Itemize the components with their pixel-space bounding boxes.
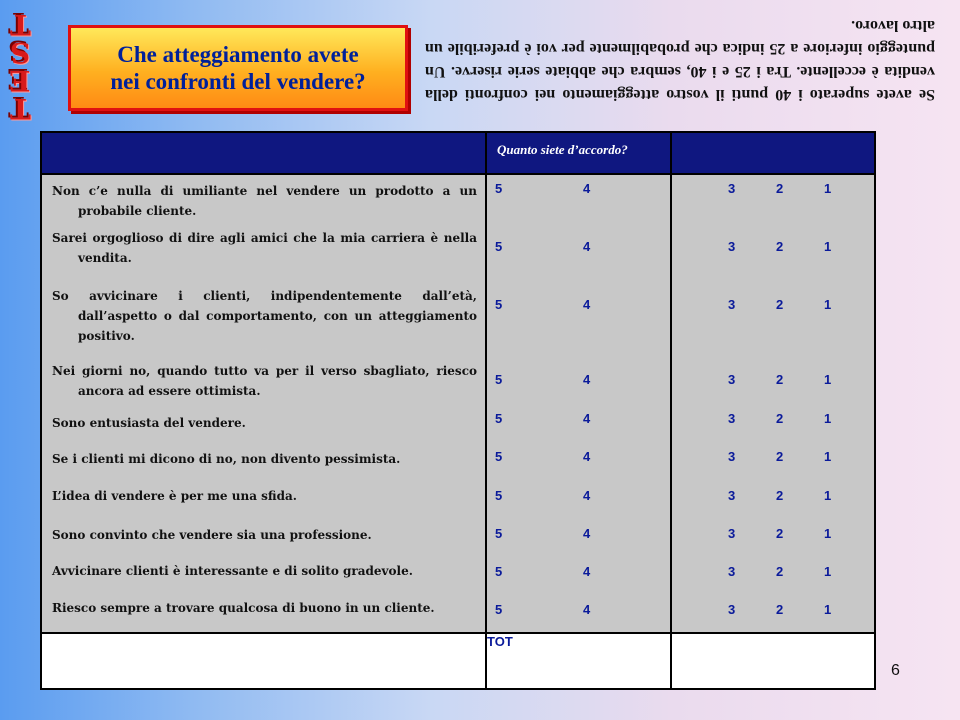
- score-5[interactable]: 5: [495, 526, 503, 541]
- statement-4: Nei giorni no, quando tutto va per il verso sbagliato, riesco ancora ad essere ottimista.: [52, 364, 477, 398]
- side-title-test: [0, 8, 40, 125]
- score-5[interactable]: 5: [495, 239, 503, 254]
- score-4[interactable]: 4: [583, 372, 591, 387]
- score-pair-5-4: [487, 239, 670, 297]
- score-triple-3-2-1: [672, 239, 874, 297]
- score-triple-3-2-1: [672, 488, 874, 526]
- statement-1: Non c’e nulla di umiliante nel vendere un prodotto a un probabile cliente.: [52, 184, 477, 218]
- statement-6: Se i clienti mi dicono di no, non divento pessimista.: [52, 452, 401, 466]
- slide-title-box: [68, 25, 408, 111]
- score-pair-5-4: [487, 372, 670, 411]
- score-pair-5-4: [487, 181, 670, 239]
- side-title-letter: T: [9, 8, 31, 41]
- score-2[interactable]: 2: [776, 564, 784, 579]
- score-1[interactable]: 1: [824, 297, 832, 312]
- score-4[interactable]: 4: [583, 297, 591, 312]
- score-1[interactable]: 1: [824, 449, 832, 464]
- survey-table: [40, 131, 876, 690]
- score-triple-3-2-1: [672, 372, 874, 411]
- score-5[interactable]: 5: [495, 411, 503, 426]
- score-3[interactable]: 3: [728, 602, 736, 617]
- score-triple-3-2-1: [672, 602, 874, 632]
- slide-title: [110, 41, 365, 95]
- score-1[interactable]: 1: [824, 181, 832, 196]
- score-3[interactable]: 3: [728, 181, 736, 196]
- score-triple-3-2-1: [672, 526, 874, 564]
- score-2[interactable]: 2: [776, 297, 784, 312]
- score-4[interactable]: 4: [583, 602, 591, 617]
- score-5[interactable]: 5: [495, 488, 503, 503]
- statement-8: Sono convinto che vendere sia una professione.: [52, 528, 372, 542]
- result-note-upside-down: Se avete superato i 40 punti il vostro atteggiamento nei confronti della vendita è eccellente. Tra i 25 e i 40, sembra che abbiate serie riserve. Un punteggio inferiore a 25 indica che probabilmente per voi è preferibile un altro lavoro.: [425, 17, 935, 103]
- score-triple-3-2-1: [672, 564, 874, 602]
- score-4[interactable]: 4: [583, 411, 591, 426]
- score-5[interactable]: 5: [495, 564, 503, 579]
- side-title-letter: E: [9, 64, 31, 97]
- score-1[interactable]: 1: [824, 239, 832, 254]
- score-3[interactable]: 3: [728, 411, 736, 426]
- scores-3-2-1-column: [671, 174, 875, 633]
- score-4[interactable]: 4: [583, 181, 591, 196]
- slide-title-line2: nei confronti del vendere?: [110, 69, 366, 94]
- score-3[interactable]: 3: [728, 488, 736, 503]
- statements-column: [41, 174, 486, 633]
- score-2[interactable]: 2: [776, 411, 784, 426]
- score-1[interactable]: 1: [824, 564, 832, 579]
- score-2[interactable]: 2: [776, 488, 784, 503]
- score-2[interactable]: 2: [776, 526, 784, 541]
- score-1[interactable]: 1: [824, 372, 832, 387]
- score-4[interactable]: 4: [583, 488, 591, 503]
- score-5[interactable]: 5: [495, 602, 503, 617]
- score-1[interactable]: 1: [824, 488, 832, 503]
- statement-2: Sarei orgoglioso di dire agli amici che la mia carriera è nella vendita.: [52, 231, 477, 265]
- score-3[interactable]: 3: [728, 297, 736, 312]
- score-2[interactable]: 2: [776, 372, 784, 387]
- score-5[interactable]: 5: [495, 181, 503, 196]
- header-question: Quanto siete d’accordo?: [486, 132, 671, 174]
- score-5[interactable]: 5: [495, 449, 503, 464]
- score-1[interactable]: 1: [824, 526, 832, 541]
- statement-10: Riesco sempre a trovare qualcosa di buono in un cliente.: [52, 601, 435, 615]
- score-pair-5-4: [487, 488, 670, 526]
- statement-9: Avvicinare clienti è interessante e di solito gradevole.: [52, 564, 413, 578]
- total-value-cell[interactable]: [671, 633, 875, 689]
- score-pair-5-4: [487, 449, 670, 488]
- header-cell-empty: [671, 132, 875, 174]
- score-2[interactable]: 2: [776, 602, 784, 617]
- statement-5: Sono entusiasta del vendere.: [52, 416, 246, 430]
- score-4[interactable]: 4: [583, 449, 591, 464]
- statement-7: L’idea di vendere è per me una sfida.: [52, 489, 297, 503]
- score-pair-5-4: [487, 297, 670, 372]
- total-label: TOT: [486, 633, 671, 689]
- score-3[interactable]: 3: [728, 239, 736, 254]
- header-cell-empty: [41, 132, 486, 174]
- score-1[interactable]: 1: [824, 411, 832, 426]
- score-4[interactable]: 4: [583, 564, 591, 579]
- score-triple-3-2-1: [672, 181, 874, 239]
- score-5[interactable]: 5: [495, 297, 503, 312]
- score-2[interactable]: 2: [776, 181, 784, 196]
- score-triple-3-2-1: [672, 411, 874, 449]
- score-pair-5-4: [487, 564, 670, 602]
- score-pair-5-4: [487, 411, 670, 449]
- table-total-row: [41, 633, 875, 689]
- score-3[interactable]: 3: [728, 449, 736, 464]
- score-5[interactable]: 5: [495, 372, 503, 387]
- total-cell-empty: [41, 633, 486, 689]
- page-number: 6: [891, 662, 900, 679]
- score-3[interactable]: 3: [728, 372, 736, 387]
- score-2[interactable]: 2: [776, 239, 784, 254]
- score-2[interactable]: 2: [776, 449, 784, 464]
- score-4[interactable]: 4: [583, 526, 591, 541]
- score-1[interactable]: 1: [824, 602, 832, 617]
- side-title-letter: S: [9, 36, 31, 69]
- score-4[interactable]: 4: [583, 239, 591, 254]
- score-triple-3-2-1: [672, 449, 874, 488]
- slide-title-line1: Che atteggiamento avete: [117, 42, 359, 67]
- score-3[interactable]: 3: [728, 564, 736, 579]
- score-triple-3-2-1: [672, 297, 874, 372]
- score-pair-5-4: [487, 602, 670, 632]
- table-header-row: [41, 132, 875, 174]
- statement-3: So avvicinare i clienti, indipendentemente dall’età, dall’aspetto o dal comportamento, con un atteggiamento positivo.: [52, 289, 477, 343]
- scores-5-4-column: [486, 174, 671, 633]
- table-body-row: [41, 174, 875, 633]
- score-pair-5-4: [487, 526, 670, 564]
- side-title-letter: T: [9, 92, 31, 125]
- score-3[interactable]: 3: [728, 526, 736, 541]
